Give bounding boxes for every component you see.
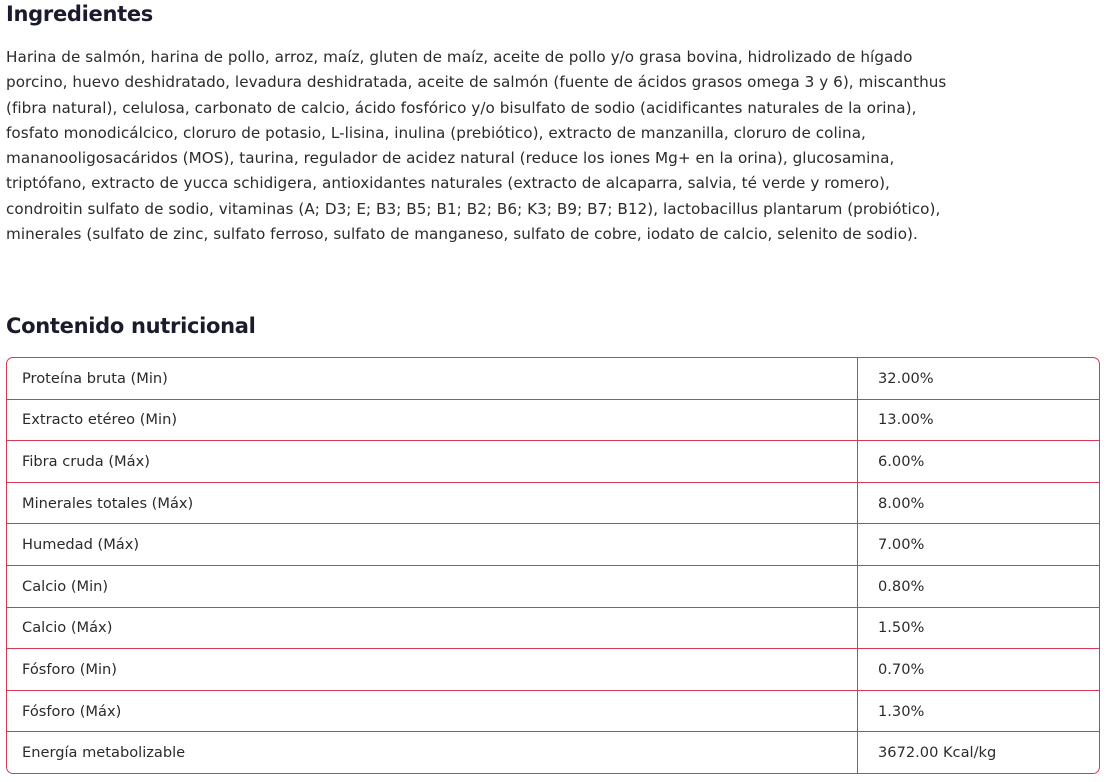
ingredients-text — [6, 45, 1100, 247]
table-row — [7, 524, 1099, 566]
table-row — [7, 649, 1099, 691]
nutrient-value: 32.00% — [858, 358, 1100, 399]
nutrient-value: 1.30% — [858, 690, 1100, 732]
nutrient-label: Calcio (Min) — [7, 565, 858, 607]
ingredients-line: porcino, huevo deshidratado, levadura deshidratada, aceite de salmón (fuente de ácidos grasos omega 3 y 6), miscanthus — [6, 73, 947, 92]
nutrient-value: 7.00% — [858, 524, 1100, 566]
ingredients-line: Harina de salmón, harina de pollo, arroz, maíz, gluten de maíz, aceite de pollo y/o grasa bovina, hidrolizado de hígado — [6, 48, 913, 66]
nutrient-value: 3672.00 Kcal/kg — [878, 744, 997, 762]
nutrient-value: 0.70% — [858, 649, 1100, 691]
nutrient-label: Fósforo (Máx) — [7, 690, 858, 732]
table-row — [7, 732, 1099, 773]
nutrient-value: 0.80% — [858, 565, 1100, 607]
table-row — [7, 358, 1099, 399]
table-row — [7, 441, 1099, 483]
nutrient-label: Fibra cruda (Máx) — [7, 441, 858, 483]
nutrition-heading: Contenido nutricional — [6, 314, 256, 338]
table-row — [7, 482, 1099, 524]
nutrient-label: Fósforo (Min) — [7, 649, 858, 691]
table-row — [7, 690, 1099, 732]
nutrient-label: Calcio (Máx) — [7, 607, 858, 649]
nutrition-table — [6, 357, 1100, 774]
ingredients-line: triptófano, extracto de yucca schidigera, antioxidantes naturales (extracto de alcaparra, salvia, té verde y romero), — [6, 174, 890, 193]
nutrient-label: Extracto etéreo (Min) — [7, 399, 858, 441]
nutrient-label: Minerales totales (Máx) — [7, 482, 858, 524]
nutrient-value: 1.50% — [858, 607, 1100, 649]
nutrient-value: 8.00% — [858, 482, 1100, 524]
table-row — [7, 607, 1099, 649]
ingredients-line: fosfato monodicálcico, cloruro de potasio, L-lisina, inulina (prebiótico), extracto de manzanilla, cloruro de colina, — [6, 123, 866, 142]
nutrient-value: 13.00% — [858, 399, 1100, 441]
nutrient-value: 6.00% — [858, 441, 1100, 483]
ingredients-line: (fibra natural), celulosa, carbonato de calcio, ácido fosfórico y/o bisulfato de sodio (acidificantes naturales de la orina), — [6, 98, 917, 117]
ingredients-heading: Ingredientes — [6, 2, 153, 26]
nutrient-label: Proteína bruta (Min) — [7, 358, 858, 399]
ingredients-line: minerales (sulfato de zinc, sulfato ferroso, sulfato de manganeso, sulfato de cobre, iodato de calcio, selenito de sodio). — [6, 225, 918, 244]
nutrient-label: Humedad (Máx) — [7, 524, 858, 566]
table-row — [7, 399, 1099, 441]
nutrient-label: Energía metabolizable — [7, 732, 858, 773]
ingredients-line: mananooligosacáridos (MOS), taurina, regulador de acidez natural (reduce los iones Mg+ en la orina), glucosamina, — [6, 149, 895, 168]
table-row — [7, 565, 1099, 607]
ingredients-line: condroitin sulfato de sodio, vitaminas (A; D3; E; B3; B5; B1; B2; B6; K3; B9; B7; B12), lactobacillus plantarum (probiótico), — [6, 199, 941, 218]
